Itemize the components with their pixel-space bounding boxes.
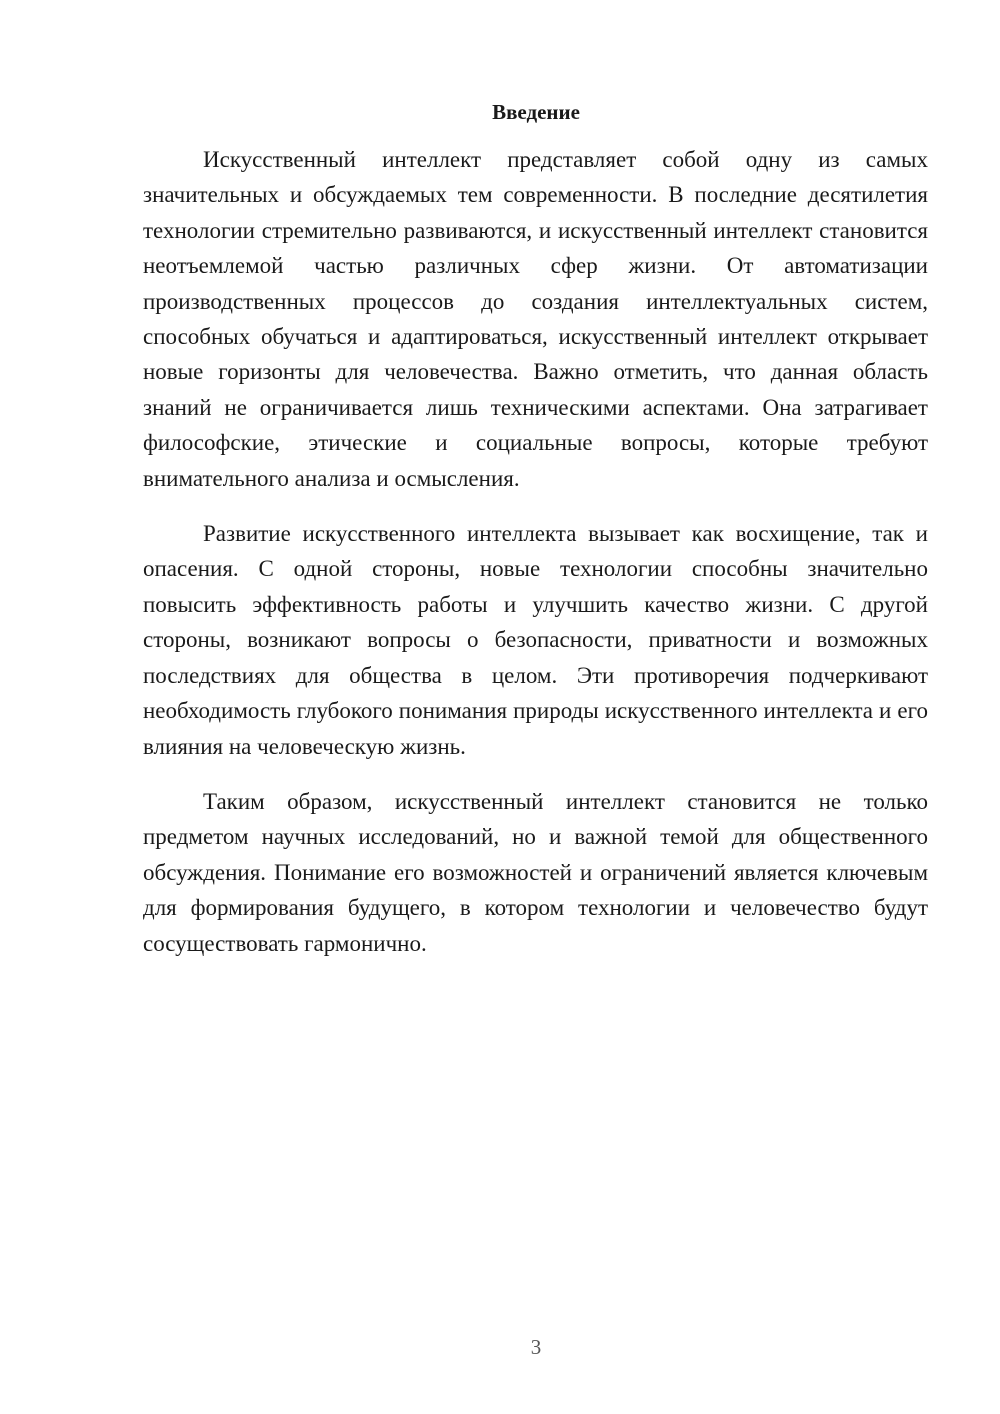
document-body [143, 142, 928, 981]
page-number: 3 [530, 1335, 542, 1359]
section-heading: Введение [492, 100, 580, 124]
paragraph-1: Искусственный интеллект представляет собой одну из самых значительных и обсуждаемых тем современности. В последние десятилетия технологии стремительно развиваются, и искусственный интеллект становится неотъемлемой частью различных сфер жизни. От автоматизации производственных процессов до создания интеллектуальных систем, способных обучаться и адаптироваться, искусственный интеллект открывает новые горизонты для человечества. Важно отметить, что данная область знаний не ограничивается лишь техническими аспектами. Она затрагивает философские, этические и социальные вопросы, которые требуют внимательного анализа и осмысления. [143, 147, 928, 491]
paragraph-3: Таким образом, искусственный интеллект становится не только предметом научных исследований, но и важной темой для общественного обсуждения. Понимание его возможностей и ограничений является ключевым для формирования будущего, в котором технологии и человечество будут сосуществовать гармонично. [143, 788, 928, 956]
paragraph-2: Развитие искусственного интеллекта вызывает как восхищение, так и опасения. С одной стороны, новые технологии способны значительно повысить эффективность работы и улучшить качество жизни. С другой стороны, возникают вопросы о безопасности, приватности и возможных последствиях для общества в целом. Эти противоречия подчеркивают необходимость глубокого понимания природы искусственного интеллекта и его влияния на человеческую жизнь. [143, 521, 928, 759]
